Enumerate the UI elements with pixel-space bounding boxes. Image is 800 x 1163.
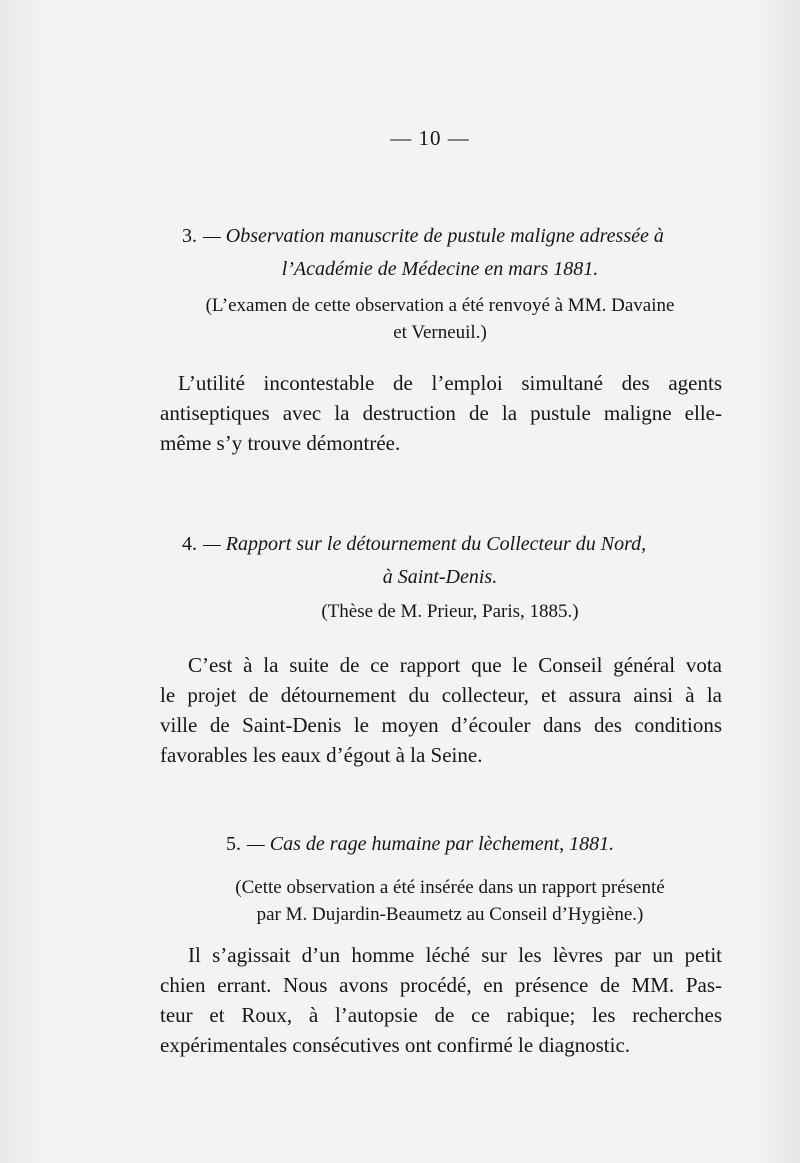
paragraph-line: ville de Saint-Denis le moyen d’écouler dans des conditions (160, 713, 722, 737)
entry-3-note-line1: (L’examen de cette observation a été renvoyé à MM. Davaine (205, 295, 675, 316)
entry-3-number: 3. (182, 225, 197, 247)
paragraph-line: L’utilité incontestable de l’emploi simultané des agents (178, 371, 722, 395)
entry-5-title-line1: — Cas de rage humaine par lèchement, 1881. (247, 833, 615, 855)
entry-5-note (160, 874, 740, 928)
paragraph-line: chien errant. Nous avons procédé, en présence de MM. Pas- (160, 973, 722, 997)
entry-5-title (160, 828, 720, 861)
entry-4-title (160, 528, 720, 594)
paragraph-line: le projet de détournement du collecteur, et assura ainsi à la (160, 683, 722, 707)
entry-5-note-line1: (Cette observation a été insérée dans un rapport présenté (235, 877, 665, 898)
entry-3-note-line2: et Verneuil.) (393, 322, 487, 343)
entry-3-paragraph (160, 368, 722, 458)
entry-4-title-line1: — Rapport sur le détournement du Collecteur du Nord, (203, 533, 647, 555)
entry-4-number: 4. (182, 533, 197, 555)
entry-4-paragraph (160, 650, 722, 770)
entry-5-paragraph (160, 940, 722, 1060)
entry-5-number: 5. (226, 833, 241, 855)
paragraph-line: Il s’agissait d’un homme léché sur les lèvres par un petit (188, 943, 722, 967)
paragraph-line: même s’y trouve démontrée. (160, 431, 401, 455)
paragraph-line: teur et Roux, à l’autopsie de ce rabique; les recherches (160, 1003, 722, 1027)
entry-3-note (170, 292, 710, 346)
paragraph-line: expérimentales consécutives ont confirmé le diagnostic. (160, 1033, 631, 1057)
paragraph-line: antiseptiques avec la destruction de la pustule maligne elle- (160, 401, 722, 425)
page-number: — 10 — (390, 126, 470, 150)
entry-5-note-line2: par M. Dujardin-Beaumetz au Conseil d’Hygiène.) (256, 904, 644, 925)
entry-4-note-line1: (Thèse de M. Prieur, Paris, 1885.) (321, 601, 579, 622)
entry-3-title-line2: l’Académie de Médecine en mars 1881. (281, 258, 599, 280)
entry-3-title-line1: — Observation manuscrite de pustule maligne adressée à (203, 225, 664, 247)
paragraph-line: favorables les eaux d’égout à la Seine. (160, 743, 483, 767)
entry-4-note (170, 598, 730, 625)
entry-3-title (160, 220, 720, 286)
paragraph-line: C’est à la suite de ce rapport que le Conseil général vota (188, 653, 722, 677)
entry-4-title-line2: à Saint-Denis. (382, 566, 498, 588)
